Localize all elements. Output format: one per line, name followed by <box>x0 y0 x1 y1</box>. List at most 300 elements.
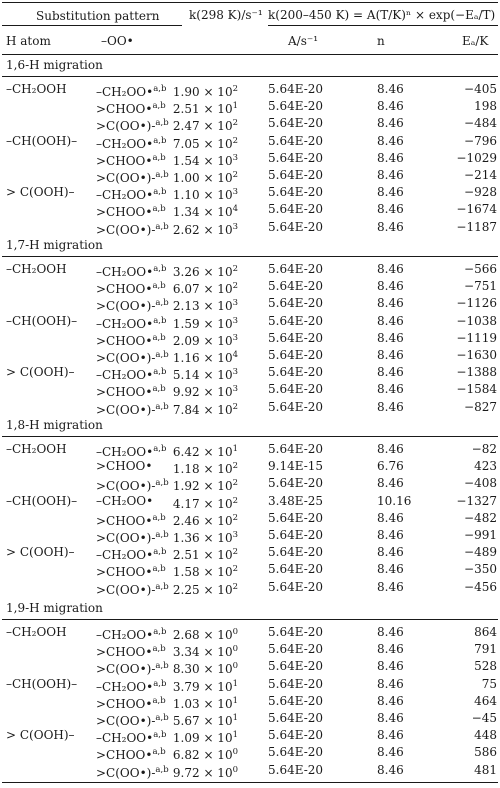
cell-oo-radical <box>96 711 169 728</box>
k298-exponent: 3 <box>232 187 238 198</box>
cell-activation-energy: −1038 <box>456 313 497 328</box>
oo-radical-text: >C(OO•)- <box>96 402 156 417</box>
header-col1-rule <box>2 25 182 26</box>
k298-exponent: 2 <box>232 564 238 575</box>
footnote-marker: a,b <box>155 298 169 309</box>
k298-exponent: 0 <box>232 627 238 637</box>
section-title: 1,8-H migration <box>6 418 103 432</box>
cell-n-exponent: 8.46 <box>377 185 404 200</box>
k298-mantissa: 1.03 × 10 <box>172 696 233 711</box>
k298-exponent: 2 <box>232 461 238 472</box>
cell-n-exponent: 8.46 <box>377 762 404 777</box>
cell-oo-radical <box>96 545 166 562</box>
oo-radical-text: –CH₂OO• <box>96 188 154 203</box>
cell-oo-radical <box>96 202 166 219</box>
cell-activation-energy: −1630 <box>456 348 497 362</box>
footnote-marker: a,b <box>155 661 169 672</box>
cell-k298 <box>173 185 238 202</box>
cell-a-factor: 5.64E-20 <box>268 745 324 760</box>
k298-mantissa: 1.34 × 10 <box>172 205 233 220</box>
cell-k298 <box>173 745 238 762</box>
cell-h-atom: –CH₂OOH <box>6 625 67 639</box>
cell-n-exponent: 8.46 <box>377 711 404 725</box>
cell-a-factor: 5.64E-20 <box>268 82 324 96</box>
cell-k298 <box>173 202 238 219</box>
cell-a-factor: 5.64E-20 <box>268 528 324 542</box>
k298-exponent: 3 <box>232 152 238 163</box>
oo-radical-text: –CH₂OO• <box>96 85 154 99</box>
cell-k298 <box>173 168 238 185</box>
cell-k298 <box>173 545 238 562</box>
cell-n-exponent: 8.46 <box>377 642 404 657</box>
k298-exponent: 1 <box>232 678 238 689</box>
cell-a-factor: 5.64E-20 <box>268 168 324 182</box>
k298-exponent: 1 <box>232 730 238 741</box>
oo-radical-text: –CH₂OO• <box>96 679 154 694</box>
k298-exponent: 3 <box>232 367 238 378</box>
oo-radical-text: >C(OO•)- <box>96 351 156 365</box>
oo-radical-text: >CHOO• <box>96 333 153 348</box>
cell-a-factor: 5.64E-20 <box>268 676 324 691</box>
oo-radical-text: >CHOO• <box>96 645 153 660</box>
footnote-marker: a,b <box>153 627 167 637</box>
cell-k298 <box>173 99 238 116</box>
cell-a-factor: 9.14E-15 <box>268 459 324 474</box>
cell-oo-radical <box>96 348 169 365</box>
header-a-factor: A/s⁻¹ <box>288 34 319 48</box>
k298-exponent: 2 <box>232 135 238 146</box>
cell-activation-energy: −751 <box>464 279 497 294</box>
oo-radical-text: >CHOO• <box>96 565 153 580</box>
cell-a-factor: 5.64E-20 <box>268 330 324 345</box>
footnote-marker: a,b <box>153 315 167 326</box>
cell-k298 <box>173 677 238 694</box>
section-rule <box>2 76 498 77</box>
cell-a-factor: 5.64E-20 <box>268 202 324 217</box>
cell-n-exponent: 8.46 <box>377 168 404 182</box>
header-h-atom: H atom <box>6 34 51 48</box>
cell-activation-energy: −482 <box>464 510 497 525</box>
cell-a-factor: 5.64E-20 <box>268 219 324 234</box>
cell-h-atom: –CH₂OOH <box>6 442 67 456</box>
bottom-rule <box>2 782 498 783</box>
footnote-marker: a,b <box>155 221 169 232</box>
k298-mantissa: 1.18 × 10 <box>172 462 233 477</box>
k298-exponent: 1 <box>232 713 238 723</box>
cell-k298 <box>173 580 238 597</box>
oo-radical-text: >CHOO• <box>96 282 153 297</box>
k298-mantissa: 5.14 × 10 <box>172 368 233 383</box>
cell-n-exponent: 8.46 <box>377 202 404 217</box>
cell-oo-radical <box>96 382 166 399</box>
cell-activation-energy: −214 <box>464 168 497 182</box>
cell-n-exponent: 8.46 <box>377 330 404 345</box>
k298-exponent: 2 <box>232 401 238 412</box>
cell-n-exponent: 8.46 <box>377 133 404 148</box>
cell-a-factor: 5.64E-20 <box>268 99 324 114</box>
cell-activation-energy: −489 <box>464 545 497 560</box>
cell-n-exponent: 8.46 <box>377 510 404 525</box>
cell-activation-energy: 864 <box>474 625 497 639</box>
k298-exponent: 2 <box>232 264 238 274</box>
k298-mantissa: 1.90 × 10 <box>172 85 233 99</box>
footnote-marker: a,b <box>152 204 166 215</box>
cell-h-atom: –CH(OOH)– <box>6 313 78 328</box>
header-k298: k(298 K)/s⁻¹ <box>189 8 263 22</box>
footnote-marker: a,b <box>155 118 169 129</box>
cell-activation-energy: 423 <box>474 459 497 474</box>
k298-exponent: 3 <box>232 315 238 326</box>
cell-h-atom: > C(OOH)– <box>6 545 75 560</box>
oo-radical-text: –CH₂OO• <box>96 265 154 279</box>
header-arrhenius: k(200–450 K) = A(T/K)ⁿ × exp(−Eₐ/T) <box>268 8 496 22</box>
oo-radical-text: –CH₂OO• <box>96 368 154 383</box>
cell-a-factor: 3.48E-25 <box>268 493 324 508</box>
cell-a-factor: 5.64E-20 <box>268 313 324 328</box>
cell-h-atom: –CH₂OOH <box>6 82 67 96</box>
cell-k298 <box>173 694 238 711</box>
cell-oo-radical <box>96 511 166 528</box>
cell-activation-energy: 481 <box>474 762 497 777</box>
cell-a-factor: 5.64E-20 <box>268 133 324 148</box>
footnote-marker: a,b <box>155 170 169 180</box>
k298-mantissa: 7.05 × 10 <box>172 136 233 151</box>
cell-a-factor: 5.64E-20 <box>268 442 324 456</box>
cell-k298 <box>173 279 238 296</box>
cell-k298 <box>173 459 238 476</box>
footnote-marker: a,b <box>153 84 167 94</box>
cell-a-factor: 5.64E-20 <box>268 762 324 777</box>
oo-radical-text: >CHOO• <box>96 102 153 117</box>
cell-oo-radical <box>96 185 166 202</box>
footnote-marker: a,b <box>152 384 166 395</box>
cell-activation-energy: 464 <box>474 693 497 708</box>
cell-n-exponent: 6.76 <box>377 459 404 474</box>
cell-n-exponent: 8.46 <box>377 279 404 294</box>
k298-mantissa: 1.59 × 10 <box>172 316 233 331</box>
cell-oo-radical <box>96 168 169 185</box>
cell-k298 <box>173 365 238 382</box>
cell-a-factor: 5.64E-20 <box>268 279 324 294</box>
cell-activation-energy: −456 <box>464 579 497 594</box>
footnote-marker: a,b <box>152 101 166 112</box>
oo-radical-text: >C(OO•)- <box>96 299 156 314</box>
cell-h-atom: –CH(OOH)– <box>6 676 78 691</box>
section-rule <box>2 256 498 257</box>
cell-activation-energy: −1674 <box>456 202 497 217</box>
cell-oo-radical <box>96 763 169 780</box>
header-n-exponent: n <box>377 34 385 48</box>
cell-k298 <box>173 711 238 728</box>
k298-mantissa: 7.84 × 10 <box>172 402 233 417</box>
cell-oo-radical <box>96 82 166 99</box>
cell-activation-energy: −1388 <box>456 365 497 380</box>
footnote-marker: a,b <box>153 444 167 454</box>
k298-exponent: 3 <box>232 221 238 232</box>
cell-activation-energy: 791 <box>474 642 497 657</box>
cell-k298 <box>173 262 238 279</box>
footnote-marker: a,b <box>152 564 166 575</box>
cell-a-factor: 5.64E-20 <box>268 562 324 577</box>
k298-exponent: 2 <box>232 581 238 592</box>
section-title: 1,7-H migration <box>6 238 103 252</box>
cell-k298 <box>173 314 238 331</box>
footnote-marker: a,b <box>153 187 167 198</box>
cell-oo-radical <box>96 694 166 711</box>
cell-oo-radical <box>96 528 169 545</box>
cell-oo-radical <box>96 99 166 116</box>
cell-a-factor: 5.64E-20 <box>268 579 324 594</box>
oo-radical-text: >CHOO• <box>96 459 153 474</box>
cell-oo-radical <box>96 134 166 151</box>
footnote-marker: a,b <box>155 478 169 489</box>
k298-mantissa: 2.46 × 10 <box>172 513 233 528</box>
footnote-marker: a,b <box>152 332 166 343</box>
oo-radical-text: >C(OO•)- <box>96 222 156 237</box>
cell-oo-radical <box>96 580 169 597</box>
oo-radical-text: –CH₂OO• <box>96 628 154 642</box>
oo-radical-text: >C(OO•)- <box>96 531 156 545</box>
footnote-marker: a,b <box>152 152 166 163</box>
cell-activation-energy: −1126 <box>456 296 497 311</box>
k298-exponent: 0 <box>232 747 238 758</box>
cell-oo-radical <box>96 116 169 133</box>
k298-mantissa: 2.51 × 10 <box>172 548 233 563</box>
cell-n-exponent: 8.46 <box>377 348 404 362</box>
k298-mantissa: 5.67 × 10 <box>172 714 233 728</box>
header-oo-radical: –OO• <box>101 34 134 48</box>
cell-activation-energy: −1119 <box>456 330 497 345</box>
cell-h-atom: –CH₂OOH <box>6 262 67 276</box>
cell-activation-energy: −1327 <box>456 493 497 508</box>
cell-n-exponent: 8.46 <box>377 365 404 380</box>
oo-radical-text: >CHOO• <box>96 153 153 168</box>
cell-k298 <box>173 220 238 237</box>
cell-a-factor: 5.64E-20 <box>268 476 324 491</box>
cell-n-exponent: 8.46 <box>377 296 404 311</box>
k298-mantissa: 3.79 × 10 <box>172 679 233 694</box>
cell-a-factor: 5.64E-20 <box>268 659 324 674</box>
footnote-marker: a,b <box>153 730 167 741</box>
cell-activation-energy: −45 <box>471 711 497 725</box>
k298-mantissa: 6.82 × 10 <box>172 748 233 763</box>
k298-mantissa: 1.36 × 10 <box>172 531 233 545</box>
cell-oo-radical <box>96 442 166 459</box>
k298-mantissa: 1.54 × 10 <box>172 153 233 168</box>
cell-n-exponent: 8.46 <box>377 562 404 577</box>
cell-oo-radical <box>96 677 166 694</box>
footnote-marker: a,b <box>153 135 167 146</box>
oo-radical-text: >C(OO•)- <box>96 171 156 185</box>
oo-radical-text: –CH₂OO• <box>96 548 154 563</box>
k298-mantissa: 8.30 × 10 <box>172 662 233 677</box>
section-rule <box>2 619 498 620</box>
oo-radical-text: –CH₂OO• <box>96 445 154 459</box>
footnote-marker: a,b <box>152 644 166 655</box>
cell-activation-energy: 528 <box>474 659 497 674</box>
cell-activation-energy: −408 <box>464 476 497 491</box>
cell-oo-radical <box>96 296 169 313</box>
k298-mantissa: 6.07 × 10 <box>172 282 233 297</box>
k298-exponent: 1 <box>232 101 238 112</box>
footnote-marker: a,b <box>155 350 169 360</box>
oo-radical-text: >CHOO• <box>96 748 153 763</box>
cell-n-exponent: 8.46 <box>377 219 404 234</box>
cell-n-exponent: 8.46 <box>377 476 404 491</box>
oo-radical-text: >C(OO•)- <box>96 119 156 134</box>
cell-n-exponent: 8.46 <box>377 150 404 165</box>
cell-h-atom: –CH(OOH)– <box>6 133 78 148</box>
cell-h-atom: > C(OOH)– <box>6 365 75 380</box>
cell-a-factor: 5.64E-20 <box>268 365 324 380</box>
oo-radical-text: –CH₂OO• <box>96 731 154 746</box>
k298-mantissa: 3.34 × 10 <box>172 645 233 660</box>
cell-oo-radical <box>96 728 166 745</box>
cell-h-atom: > C(OOH)– <box>6 185 75 200</box>
cell-activation-energy: −566 <box>464 262 497 276</box>
oo-radical-text: >C(OO•)- <box>96 714 156 728</box>
cell-k298 <box>173 442 238 459</box>
cell-activation-energy: −484 <box>464 116 497 131</box>
cell-a-factor: 5.64E-20 <box>268 348 324 362</box>
cell-n-exponent: 8.46 <box>377 693 404 708</box>
cell-oo-radical <box>96 314 166 331</box>
cell-k298 <box>173 528 238 545</box>
k298-exponent: 3 <box>232 384 238 395</box>
cell-a-factor: 5.64E-20 <box>268 728 324 743</box>
cell-n-exponent: 8.46 <box>377 579 404 594</box>
cell-k298 <box>173 331 238 348</box>
k298-exponent: 2 <box>232 547 238 558</box>
k298-mantissa: 1.58 × 10 <box>172 565 233 580</box>
oo-radical-text: –CH₂OO• <box>96 136 154 151</box>
cell-oo-radical <box>96 476 169 493</box>
k298-mantissa: 4.17 × 10 <box>172 496 233 511</box>
cell-activation-energy: −991 <box>464 528 497 542</box>
cell-k298 <box>173 82 238 99</box>
oo-radical-text: –CH₂OO• <box>96 493 154 508</box>
cell-k298 <box>173 476 238 493</box>
k298-exponent: 3 <box>232 332 238 343</box>
section-rule <box>2 436 498 437</box>
k298-mantissa: 3.26 × 10 <box>172 265 233 279</box>
header-activation-energy: Eₐ/K <box>462 34 489 48</box>
cell-activation-energy: −405 <box>464 82 497 96</box>
k298-mantissa: 2.51 × 10 <box>172 102 233 117</box>
cell-h-atom: > C(OOH)– <box>6 728 75 743</box>
k298-mantissa: 1.16 × 10 <box>172 351 233 365</box>
cell-oo-radical <box>96 151 166 168</box>
cell-activation-energy: 75 <box>481 676 497 691</box>
cell-oo-radical <box>96 494 153 508</box>
k298-exponent: 2 <box>232 512 238 523</box>
cell-activation-energy: 586 <box>474 745 497 760</box>
cell-a-factor: 5.64E-20 <box>268 382 324 397</box>
cell-a-factor: 5.64E-20 <box>268 116 324 131</box>
k298-mantissa: 9.92 × 10 <box>172 385 233 400</box>
section-title: 1,9-H migration <box>6 601 103 615</box>
cell-k298 <box>173 763 238 780</box>
k298-mantissa: 2.09 × 10 <box>172 333 233 348</box>
cell-a-factor: 5.64E-20 <box>268 711 324 725</box>
cell-n-exponent: 8.46 <box>377 676 404 691</box>
k298-exponent: 3 <box>232 530 238 540</box>
cell-k298 <box>173 400 238 417</box>
cell-activation-energy: 198 <box>474 99 497 114</box>
cell-activation-energy: −827 <box>464 399 497 414</box>
k298-mantissa: 2.47 × 10 <box>172 119 233 134</box>
cell-n-exponent: 8.46 <box>377 625 404 639</box>
cell-oo-radical <box>96 642 166 659</box>
cell-k298 <box>173 151 238 168</box>
cell-k298 <box>173 296 238 313</box>
footnote-marker: a,b <box>152 281 166 292</box>
section-title: 1,6-H migration <box>6 58 103 72</box>
oo-radical-text: >C(OO•)- <box>96 479 156 494</box>
cell-activation-energy: −796 <box>464 133 497 148</box>
cell-oo-radical <box>96 262 166 279</box>
header-bottom-rule <box>2 54 498 55</box>
footnote-marker: a,b <box>155 581 169 592</box>
k298-exponent: 4 <box>232 350 238 360</box>
cell-n-exponent: 8.46 <box>377 262 404 276</box>
cell-k298 <box>173 494 238 511</box>
k298-exponent: 2 <box>232 495 238 506</box>
cell-n-exponent: 8.46 <box>377 745 404 760</box>
k298-mantissa: 1.92 × 10 <box>172 479 233 494</box>
cell-k298 <box>173 382 238 399</box>
footnote-marker: a,b <box>152 512 166 523</box>
footnote-marker: a,b <box>155 401 169 412</box>
cell-activation-energy: −1584 <box>456 382 497 397</box>
k298-exponent: 0 <box>232 764 238 775</box>
oo-radical-text: >CHOO• <box>96 205 153 220</box>
cell-oo-radical <box>96 400 169 417</box>
cell-k298 <box>173 348 238 365</box>
cell-n-exponent: 8.46 <box>377 82 404 96</box>
cell-oo-radical <box>96 625 166 642</box>
cell-a-factor: 5.64E-20 <box>268 262 324 276</box>
footnote-marker: a,b <box>153 678 167 689</box>
footnote-marker: a,b <box>155 530 169 540</box>
cell-k298 <box>173 562 238 579</box>
cell-n-exponent: 8.46 <box>377 728 404 743</box>
cell-a-factor: 5.64E-20 <box>268 642 324 657</box>
cell-activation-energy: 448 <box>474 728 497 743</box>
footnote-marker: a,b <box>152 695 166 706</box>
cell-activation-energy: −1029 <box>456 150 497 165</box>
k298-mantissa: 1.00 × 10 <box>172 171 233 185</box>
cell-a-factor: 5.64E-20 <box>268 296 324 311</box>
k298-exponent: 1 <box>232 695 238 706</box>
oo-radical-text: >C(OO•)- <box>96 582 156 597</box>
cell-a-factor: 5.64E-20 <box>268 399 324 414</box>
footnote-marker: a,b <box>155 764 169 775</box>
oo-radical-text: >C(OO•)- <box>96 662 156 677</box>
cell-a-factor: 5.64E-20 <box>268 150 324 165</box>
footnote-marker: a,b <box>153 367 167 378</box>
cell-activation-energy: −928 <box>464 185 497 200</box>
cell-h-atom: –CH(OOH)– <box>6 493 78 508</box>
footnote-marker: a,b <box>152 747 166 758</box>
cell-oo-radical <box>96 279 166 296</box>
k298-exponent: 0 <box>232 661 238 672</box>
cell-n-exponent: 8.46 <box>377 442 404 456</box>
k298-exponent: 2 <box>232 281 238 292</box>
k298-mantissa: 2.13 × 10 <box>172 299 233 314</box>
k298-mantissa: 2.68 × 10 <box>172 628 233 642</box>
k298-mantissa: 1.09 × 10 <box>172 731 233 746</box>
